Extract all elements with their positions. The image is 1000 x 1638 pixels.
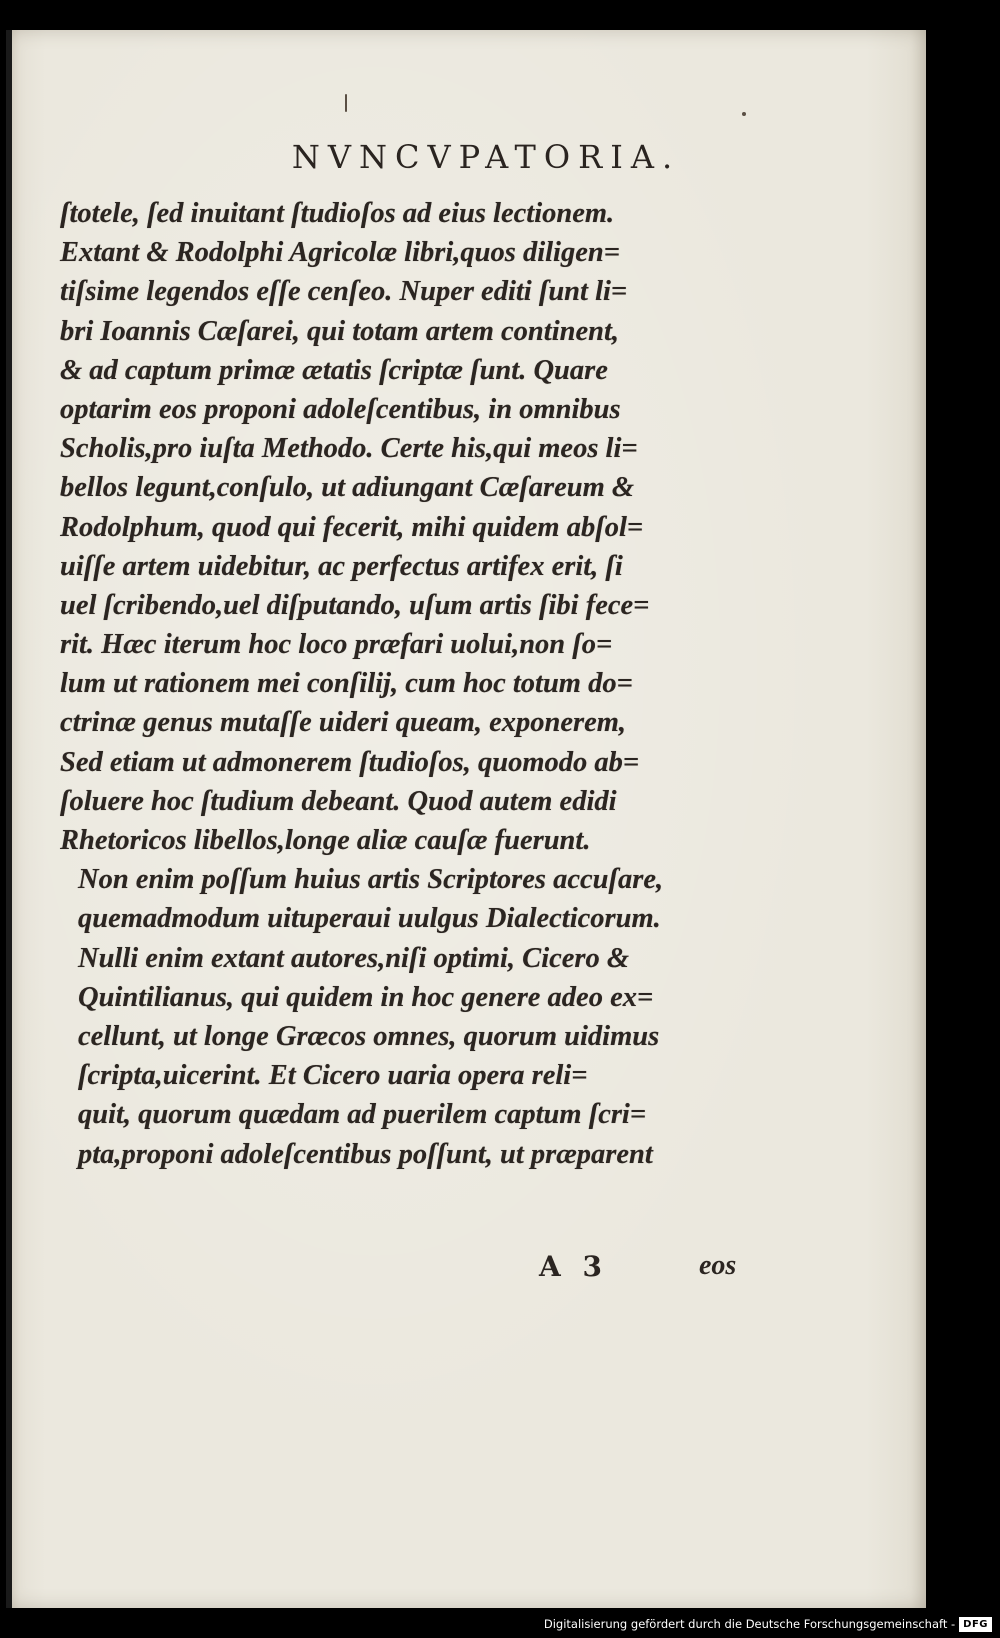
text-line: optarim eos proponi adoleſcentibus, in omnibus	[60, 393, 621, 425]
text-line: Scholis,pro iuſta Methodo. Certe his,qui meos li=	[60, 433, 638, 465]
text-line: tiſsime legendos eſſe cenſeo. Nuper editi ſunt li=	[60, 276, 628, 308]
running-title: NVNCVPATORIA.	[291, 138, 681, 176]
paper-mark	[345, 94, 347, 112]
text-line: Quintilianus, qui quidem in hoc genere adeo ex=	[78, 981, 654, 1013]
book-page	[6, 30, 926, 1608]
text-line: ſcripta,uicerint. Et Cicero uaria opera reli=	[78, 1060, 588, 1092]
digitization-credit	[544, 1614, 992, 1634]
page-binding-edge	[6, 30, 12, 1608]
paper-speck	[742, 112, 746, 116]
text-line: uel ſcribendo,uel diſputando, uſum artis ſibi fece=	[60, 589, 650, 621]
text-line: Nulli enim extant autores,niſi optimi, Cicero &	[78, 942, 630, 974]
text-line: ſoluere hoc ſtudium debeant. Quod autem edidi	[60, 785, 617, 817]
catchword: eos	[699, 1250, 737, 1281]
text-line: bellos legunt,conſulo, ut adiungant Cæſareum &	[60, 472, 635, 504]
text-line: ſtotele, ſed inuitant ſtudioſos ad eius lectionem.	[60, 198, 615, 229]
text-line: pta,proponi adoleſcentibus poſſunt, ut præparent	[78, 1138, 653, 1170]
text-line: Rhetoricos libellos,longe aliæ cauſæ fuerunt.	[60, 825, 591, 856]
dfg-logo: DFG	[959, 1617, 992, 1632]
text-line: & ad captum primæ ætatis ſcriptæ ſunt. Quare	[60, 354, 608, 386]
text-line: cellunt, ut longe Græcos omnes, quorum uidimus	[78, 1020, 660, 1052]
text-line: Extant & Rodolphi Agricolæ libri,quos diligen=	[60, 237, 620, 269]
credit-text: Digitalisierung gefördert durch die Deutsche Forschungsgemeinschaft -	[543, 1617, 956, 1631]
text-line: bri Ioannis Cæſarei, qui totam artem continent,	[60, 315, 620, 347]
text-line: quemadmodum uituperaui uulgus Dialecticorum.	[78, 903, 661, 935]
text-line: uiſſe artem uidebitur, ac perfectus artifex erit, ſi	[60, 550, 623, 582]
signature-mark: A 3	[539, 1250, 608, 1283]
text-line: Rodolphum, quod qui fecerit, mihi quidem abſol=	[60, 511, 644, 543]
text-line: rit. Hæc iterum hoc loco præfari uolui,non ſo=	[60, 629, 613, 661]
text-line: Sed etiam ut admonerem ſtudioſos, quomodo ab=	[60, 746, 640, 778]
body-text	[60, 194, 750, 1174]
page-foot	[6, 1250, 926, 1290]
text-line: quit, quorum quædam ad puerilem captum ſcri=	[78, 1099, 647, 1131]
text-line: Non enim poſſum huius artis Scriptores accuſare,	[78, 864, 664, 896]
text-line: lum ut rationem mei conſilij, cum hoc totum do=	[60, 668, 633, 700]
text-line: ctrinæ genus mutaſſe uideri queam, exponerem,	[60, 707, 627, 739]
